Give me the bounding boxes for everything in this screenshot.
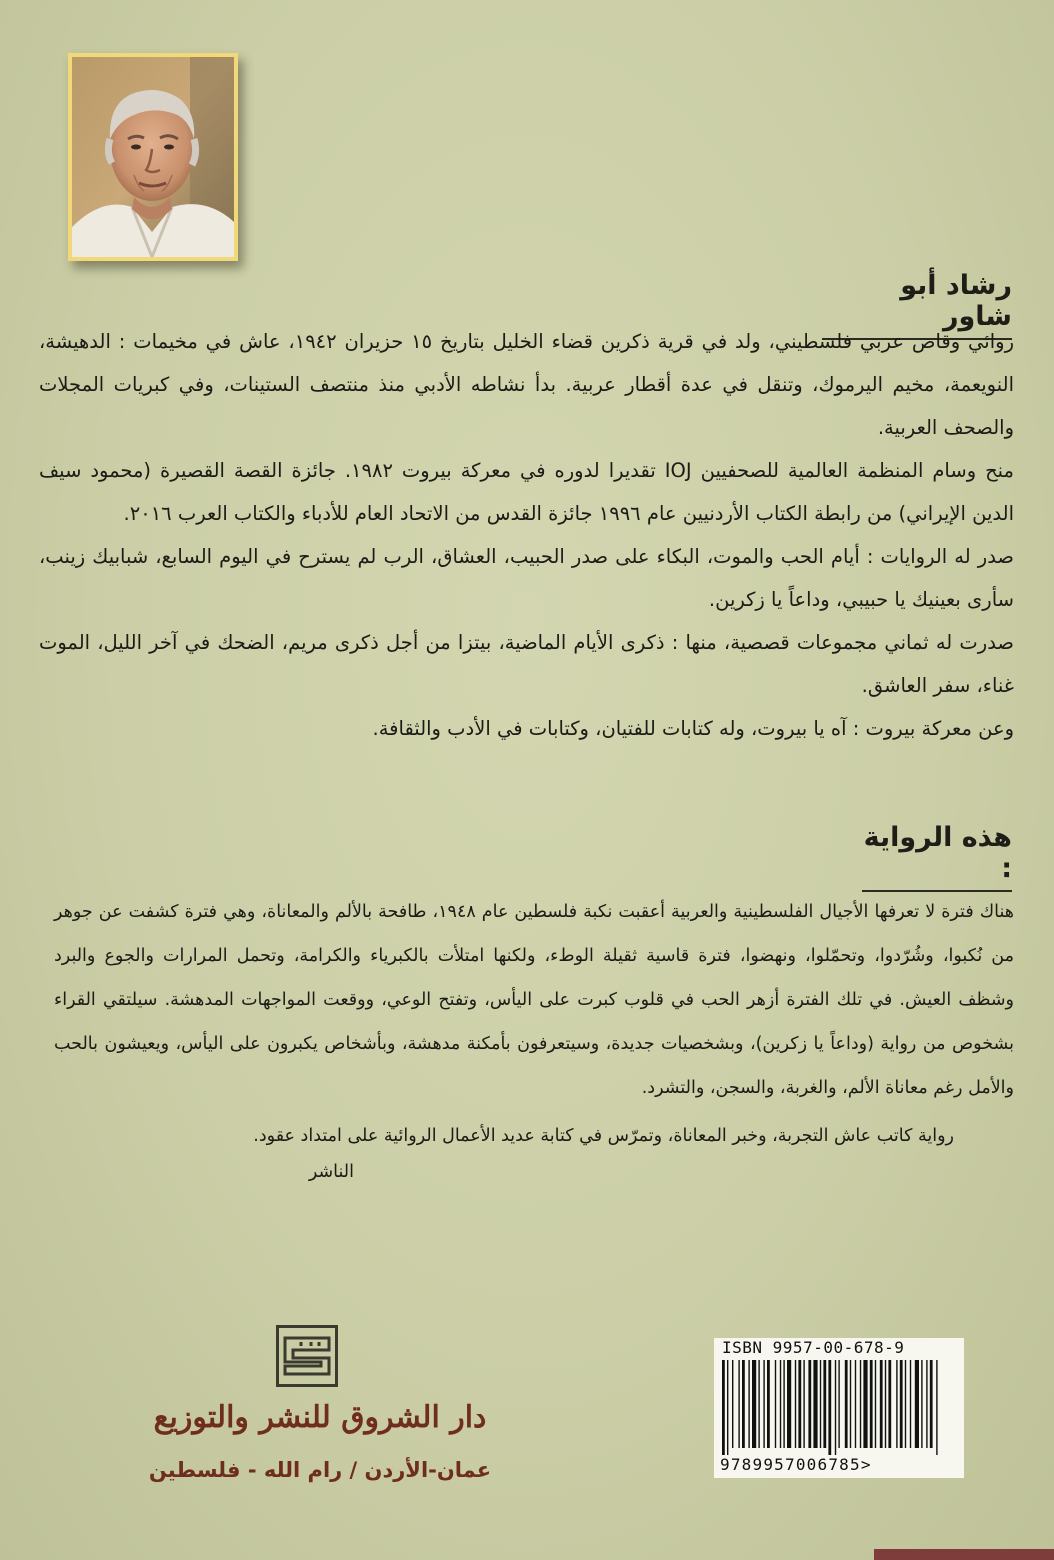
barcode-bar xyxy=(870,1360,873,1448)
barcode-bar xyxy=(845,1360,848,1448)
barcode-bar xyxy=(813,1360,817,1448)
barcode-bar xyxy=(855,1360,856,1448)
barcode-bar xyxy=(915,1360,919,1448)
barcode-bar xyxy=(803,1360,804,1448)
barcode-bars xyxy=(720,1360,958,1455)
barcode-bar xyxy=(758,1360,759,1448)
author-bio xyxy=(39,320,1014,750)
bio-paragraph: صدر له الروايات : أيام الحب والموت، البكاء على صدر الحبيب، العشاق، الرب لم يسترح في اليوم السابع، شبابيك زينب، سأرى بعينيك يا حبيبي، وداعاً يا زكرين. xyxy=(39,545,1014,611)
publisher-signature: الناشر xyxy=(308,1162,354,1182)
blurb-closing: رواية كاتب عاش التجربة، وخبر المعاناة، وتمرّس في كتابة عديد الأعمال الروائية على امتداد عقود. xyxy=(253,1126,954,1146)
barcode-bar xyxy=(727,1360,728,1455)
barcode-bar xyxy=(838,1360,839,1448)
barcode-bar xyxy=(828,1360,831,1455)
corner-color-strip xyxy=(874,1549,1054,1560)
publisher-cities: عمان-الأردن / رام الله - فلسطين xyxy=(148,1458,492,1482)
bio-paragraph: روائي وقاص عربي فلسطيني، ولد في قرية ذكرين قضاء الخليل بتاريخ ١٥ حزيران ١٩٤٢، عاش في مخيمات : الدهيشة، النويعمة، مخيم اليرموك، وتنقل في عدة أقطار عربية. بدأ نشاطه الأدبي منذ منتصف الستينات، وفي كبريات المجلات والصحف العربية. xyxy=(39,330,1014,439)
barcode-bar xyxy=(835,1360,836,1455)
barcode-marker: > xyxy=(860,1455,872,1474)
barcode-bar xyxy=(910,1360,911,1448)
publisher-name: دار الشروق للنشر والتوزيع xyxy=(153,1400,487,1435)
kufic-square-logo-icon xyxy=(276,1325,338,1387)
barcode-bar xyxy=(775,1360,776,1448)
author-photo xyxy=(68,53,238,261)
isbn-barcode xyxy=(714,1338,964,1478)
barcode-bar xyxy=(863,1360,867,1448)
barcode-bar xyxy=(896,1360,897,1448)
barcode-bar xyxy=(888,1360,891,1448)
barcode-bar xyxy=(880,1360,883,1448)
barcode-bar xyxy=(783,1360,784,1448)
bio-paragraph: منح وسام المنظمة العالمية للصحفيين IOJ تقديرا لدوره في معركة بيروت ١٩٨٢. جائزة القصة القصيرة (محمود سيف الدين الإيراني) من رابطة الكتاب الأردنيين عام ١٩٩٦ جائزة القدس من الاتحاد العام للأدباء والكتاب العرب ٢٠١٦. xyxy=(39,459,1014,525)
barcode-number: 9789957006785 xyxy=(720,1455,861,1474)
barcode-bar xyxy=(900,1360,903,1448)
author-portrait-image xyxy=(72,57,234,257)
barcode-bar xyxy=(921,1360,922,1448)
barcode-bar xyxy=(808,1360,811,1448)
barcode-bar xyxy=(722,1360,725,1455)
barcode-bar xyxy=(885,1360,886,1448)
blurb-text: هناك فترة لا تعرفها الأجيال الفلسطينية والعربية أعقبت نكبة فلسطين عام ١٩٤٨، طافحة بالألم والمعاناة، وهي فترة كشفت عن جوهر من نُكبوا، وشُرّدوا، وتحمّلوا، ونهضوا، فترة قاسية ثقيلة الوطء، ولكنها امتلأت بالكبرياء والكرامة، وتحمل المرارات والجوع والبرد وشظف العيش. في تلك الفترة أزهر الحب في قلوب كبرت على اليأس، وتفتح الوعي، ووقعت المواجهات المدهشة. سيلتقي القراء بشخوص من رواية (وداعاً يا زكرين)، وبشخصيات جديدة، وسيتعرفون بأمكنة مدهشة، وبأشخاص يكبرون على اليأس، ويعيشون بالحب والأمل رغم معاناة الألم، والغربة، والسجن، والتشرد. xyxy=(54,902,1014,1098)
barcode-bar xyxy=(748,1360,749,1448)
barcode-bar xyxy=(820,1360,821,1448)
barcode-bar xyxy=(763,1360,764,1448)
barcode-bar xyxy=(875,1360,876,1448)
barcode-bar xyxy=(823,1360,826,1448)
barcode-bar xyxy=(860,1360,861,1448)
author-name-heading: رشاد أبو شاور xyxy=(822,270,1012,340)
barcode-bar xyxy=(926,1360,927,1448)
barcode-bar xyxy=(787,1360,791,1448)
barcode-bar xyxy=(738,1360,739,1448)
barcode-bar xyxy=(767,1360,770,1448)
barcode-bar xyxy=(798,1360,801,1448)
barcode-bar xyxy=(930,1360,933,1448)
barcode-bar xyxy=(850,1360,851,1448)
bio-paragraph: وعن معركة بيروت : آه يا بيروت، وله كتابات للفتيان، وكتابات في الأدب والثقافة. xyxy=(372,717,1014,740)
barcode-bar xyxy=(936,1360,937,1455)
barcode-bar xyxy=(732,1360,733,1448)
isbn-label: ISBN 9957-00-678-9 xyxy=(722,1338,905,1357)
barcode-bar xyxy=(780,1360,781,1448)
barcode-bar xyxy=(795,1360,796,1448)
novel-blurb xyxy=(54,890,1014,1190)
novel-heading: هذه الرواية : xyxy=(862,822,1012,892)
barcode-digits xyxy=(720,1455,960,1474)
barcode-bar xyxy=(742,1360,745,1448)
bio-paragraph: صدرت له ثماني مجموعات قصصية، منها : ذكرى الأيام الماضية، بيتزا من أجل ذكرى مريم، الضحك في آخر الليل، الموت غناء، سفر العاشق. xyxy=(39,631,1014,697)
barcode-bar xyxy=(752,1360,756,1448)
barcode-bar xyxy=(905,1360,906,1448)
